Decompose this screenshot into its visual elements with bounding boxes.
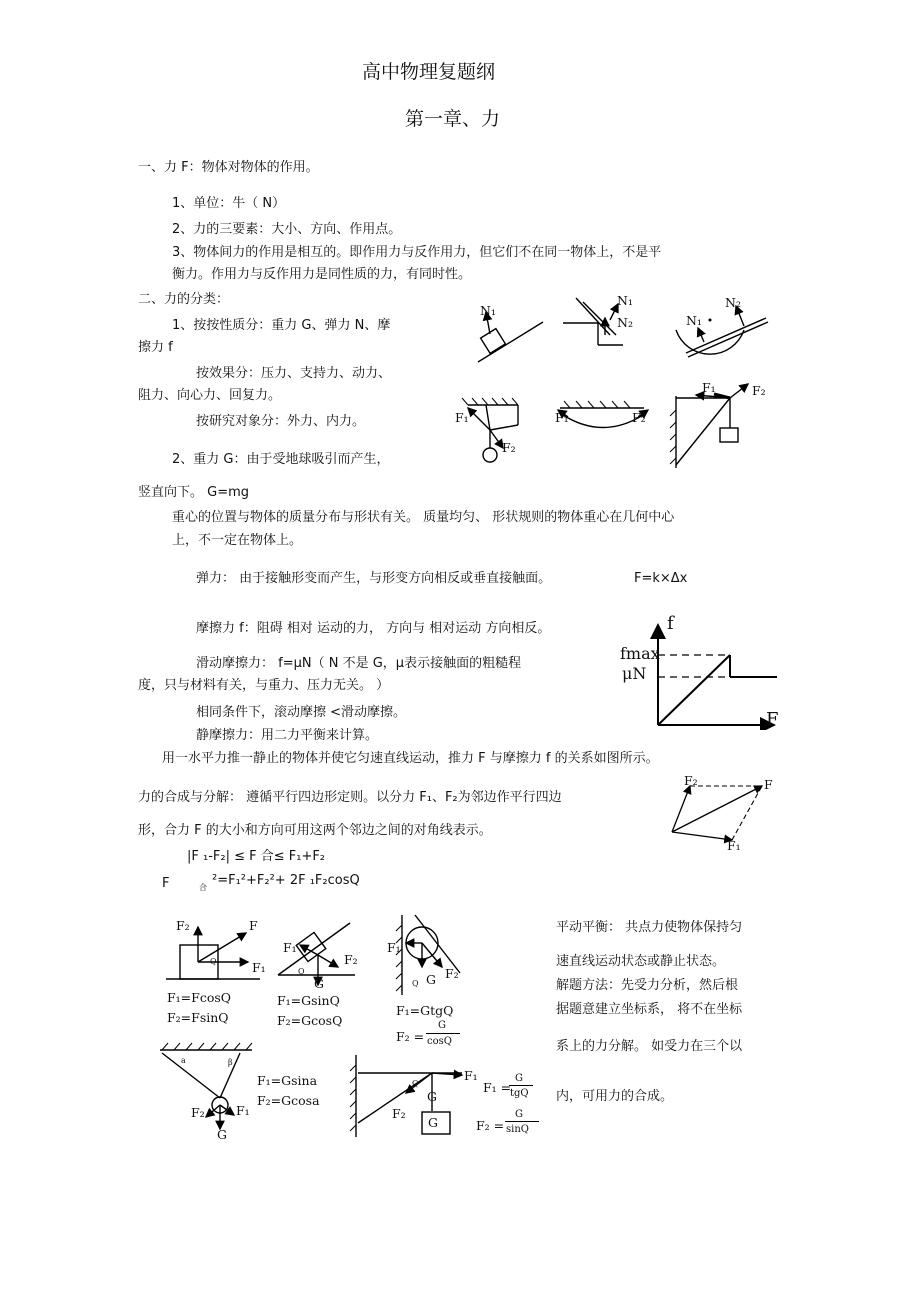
d3-formula-den: cosQ: [427, 1036, 452, 1047]
hooke-law: F=k×Δx: [634, 571, 688, 586]
d3-formula-f2-lhs: F₂ =: [396, 1029, 425, 1044]
rolling-friction: 相同条件下，滚动摩擦 <滑动摩擦。: [196, 705, 407, 720]
cosine-law-F: F: [162, 876, 170, 891]
class-nature-line2: 擦力 f: [138, 340, 173, 355]
ex3-n2-label: N₂: [725, 295, 741, 310]
graph-f-axis-label: f: [667, 613, 674, 634]
d1-f1-label: F₁: [252, 960, 266, 975]
center-gravity-line2: 上，不一定在物体上。: [172, 533, 303, 548]
cosine-law-sub: 合: [199, 883, 207, 892]
chapter-title: 第一章、力: [405, 108, 501, 130]
graph-mun-label: μN: [622, 664, 647, 683]
force-elements: 2、力的三要素：大小、方向、作用点。: [172, 222, 402, 237]
force-mutual-line1: 3、物体间力的作用是相互的。即作用力与反作用力，但它们不在同一物体上，不是平: [172, 245, 662, 260]
d2-g-label: G: [314, 976, 324, 991]
equilibrium-line6: 内，可用力的合成。: [556, 1089, 674, 1104]
para-f1-label: F₁: [727, 838, 741, 853]
ex6-f1-label: F₁: [702, 380, 716, 395]
d2-f2-label: F₂: [344, 952, 358, 967]
d2-f1-label: F₁: [283, 940, 297, 955]
ex6-f2-label: F₂: [752, 383, 766, 398]
d1-f2-label: F₂: [176, 918, 190, 933]
para-f2-label: F₂: [684, 773, 698, 788]
class-nature-line1: 1、按按性质分：重力 G、弹力 N、摩: [172, 318, 391, 333]
force-examples-figure: [448, 290, 778, 470]
ex4-f1-label: F₁: [455, 410, 469, 425]
d4-f2-label: F₂: [191, 1105, 205, 1120]
d1-formula-f1: F₁=FcosQ: [167, 990, 232, 1005]
ex3-n1-label: N₁: [686, 313, 702, 328]
d5-g-label: G: [427, 1089, 437, 1104]
d4-b-label: β: [228, 1058, 233, 1067]
section-classification: 二、力的分类：: [138, 292, 230, 307]
ex2-n2-label: N₂: [617, 315, 633, 330]
d1-q-label: Q: [210, 957, 217, 966]
d4-f1-label: F₁: [236, 1103, 250, 1118]
d5-formula-f1-den: tgQ: [510, 1088, 529, 1099]
d5-q-label: Q: [412, 1079, 419, 1088]
d3-formula-f1: F₁=GtgQ: [396, 1003, 454, 1018]
equilibrium-line1: 平动平衡： 共点力使物体保持匀: [556, 920, 743, 935]
center-gravity-line1: 重心的位置与物体的质量分布与形状有关。 质量均匀、 形状规则的物体重心在几何中心: [172, 510, 675, 525]
equilibrium-line5: 系上的力分解。 如受力在三个以: [556, 1039, 743, 1054]
graph-F-axis-label: F: [766, 709, 779, 730]
d5-block-g-label: G: [428, 1115, 438, 1130]
d5-formula-f2-den: sinQ: [506, 1124, 529, 1135]
d4-a-label: a: [181, 1056, 186, 1065]
d1-formula-f2: F₂=FsinQ: [167, 1010, 229, 1025]
composition-line2: 形，合力 F 的大小和方向可用这两个邻边之间的对角线表示。: [138, 823, 492, 838]
class-object: 按研究对象分：外力、内力。: [196, 414, 366, 429]
ex2-n1-label: N₁: [617, 293, 633, 308]
d2-formula-f2: F₂=GcosQ: [277, 1013, 343, 1028]
d3-f1-label: F₁: [387, 940, 401, 955]
equilibrium-line2: 速直线运动状态或静止状态。: [556, 954, 726, 969]
push-relation: 用一水平力推一静止的物体并使它匀速直线运动，推力 F 与摩擦力 f 的关系如图所示。: [162, 751, 659, 766]
elastic-force: 弹力： 由于接触形变而产生，与形变方向相反或垂直接触面。: [196, 571, 552, 586]
gravity-line1: 2、重力 G：由于受地球吸引而产生，: [172, 452, 390, 467]
gravity-line2: 竖直向下。 G=mg: [138, 485, 250, 500]
ex4-f2-label: F₂: [502, 440, 516, 455]
d5-formula-f2-num: G: [515, 1109, 523, 1120]
d5-f1-label: F₁: [464, 1068, 478, 1083]
sliding-friction-line2: 度，只与材料有关，与重力、压力无关。 ）: [138, 678, 390, 693]
d1-f-label: F: [249, 918, 258, 933]
d3-g-label: G: [426, 972, 436, 987]
class-effect-line2: 阻力、向心力、回复力。: [138, 388, 282, 403]
static-friction: 静摩擦力：用二力平衡来计算。: [196, 728, 379, 743]
decomposition-figures: [150, 905, 550, 1145]
force-mutual-line2: 衡力。作用力与反作用力是同性质的力，有同时性。: [172, 267, 472, 282]
graph-fmax-label: fmax: [620, 644, 660, 663]
d5-f2-label: F₂: [392, 1106, 406, 1121]
equilibrium-line4: 据题意建立坐标系， 将不在坐标: [556, 1002, 743, 1017]
d5-formula-f1-num: G: [515, 1073, 523, 1084]
d3-f2-label: F₂: [445, 966, 459, 981]
d3-formula-num: G: [438, 1020, 446, 1031]
ex5-f2-label: F₂: [632, 410, 646, 425]
d2-formula-f1: F₁=GsinQ: [277, 993, 340, 1008]
doc-title: 高中物理复题纲: [362, 61, 496, 83]
friction-def: 摩擦力 f：阻碍 相对 运动的力， 方向与 相对运动 方向相反。: [196, 621, 551, 636]
sliding-friction-line1: 滑动摩擦力： f=μN（ N 不是 G，μ表示接触面的粗糙程: [196, 656, 522, 671]
d3-q-label: Q: [412, 979, 419, 988]
section-force: 一、力 F：物体对物体的作用。: [138, 160, 319, 175]
class-effect-line1: 按效果分：压力、支持力、动力、: [196, 366, 392, 381]
d4-g-label: G: [217, 1127, 227, 1142]
d2-q-label: Q: [298, 967, 305, 976]
resultant-inequality: |F ₁-F₂| ≤ F 合≤ F₁+F₂: [187, 849, 326, 864]
ex5-f1-label: F₁: [555, 410, 569, 425]
d4-formula-f2: F₂=Gcosa: [257, 1093, 320, 1108]
d5-formula-f2-lhs: F₂ =: [476, 1118, 505, 1133]
d4-formula-f1: F₁=Gsina: [257, 1073, 318, 1088]
d5-formula-f1-lhs: F₁ =: [483, 1080, 512, 1095]
cosine-law-rest: ²=F₁²+F₂²+ 2F ₁F₂cosQ: [212, 873, 360, 888]
para-f-label: F: [764, 777, 773, 792]
composition-line1: 力的合成与分解： 遵循平行四边形定则。以分力 F₁、F₂为邻边作平行四边: [138, 790, 562, 805]
force-unit: 1、单位：牛（ N）: [172, 196, 286, 211]
ex1-n1-label: N₁: [480, 303, 496, 318]
equilibrium-line3: 解题方法：先受力分析，然后根: [556, 978, 739, 993]
